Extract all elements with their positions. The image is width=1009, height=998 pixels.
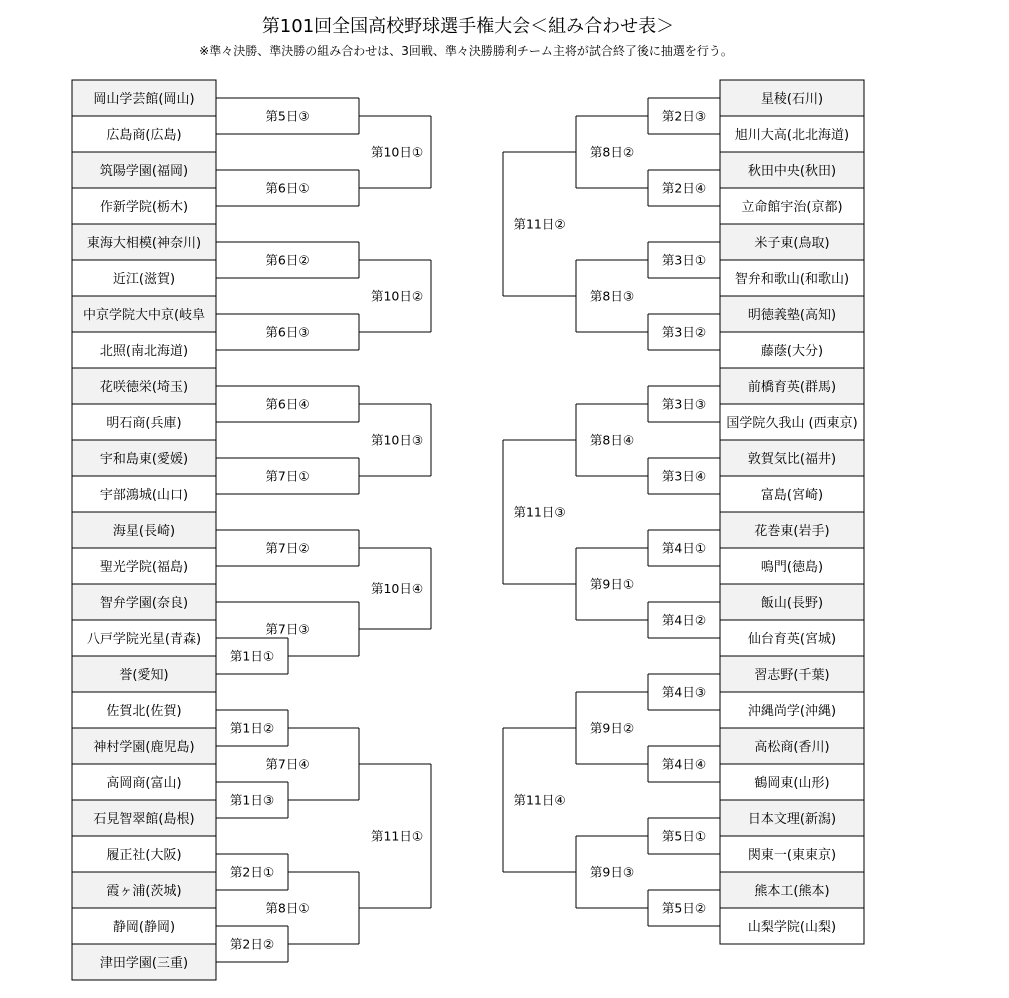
- right-team-8: 藤蔭(大分): [760, 344, 824, 359]
- left-team-20: 高岡商(富山): [106, 776, 182, 791]
- right-second-round-label-3: 第3日①: [661, 252, 707, 268]
- left-team-6: 近江(滋賀): [112, 272, 176, 287]
- right-second-round-label-4: 第3日②: [661, 324, 707, 340]
- right-team-22: 関東一(東東京): [747, 848, 837, 863]
- right-third-round-label-4: 第9日①: [589, 576, 635, 592]
- left-team-10: 明石商(兵庫): [106, 416, 182, 431]
- right-third-round-label-3: 第8日④: [589, 432, 635, 448]
- right-team-17: 習志野(千葉): [754, 668, 830, 683]
- left-team-18: 佐賀北(佐賀): [106, 704, 182, 719]
- right-team-18: 沖縄尚学(沖縄): [747, 704, 837, 719]
- left-team-19: 神村学園(鹿児島): [93, 740, 195, 755]
- right-team-19: 高松商(香川): [754, 740, 830, 755]
- right-team-2: 旭川大高(北北海道): [734, 128, 850, 143]
- left-first-round-label-4: 第2日①: [229, 864, 275, 880]
- right-team-6: 智弁和歌山(和歌山): [734, 272, 850, 287]
- left-team-11: 宇和島東(愛媛): [99, 452, 189, 467]
- left-team-24: 静岡(静岡): [112, 920, 176, 935]
- left-third-round-label-2: 第10日②: [370, 288, 424, 304]
- left-team-12: 宇部鴻城(山口): [99, 488, 189, 503]
- right-team-5: 米子東(鳥取): [754, 236, 830, 251]
- left-team-13: 海星(長崎): [112, 524, 176, 539]
- left-second-round-label-10: 第8日①: [265, 900, 310, 916]
- left-team-4: 作新学院(栃木): [99, 200, 189, 215]
- right-team-13: 花巻東(岩手): [754, 524, 830, 539]
- left-team-25: 津田学園(三重): [99, 956, 189, 971]
- left-first-round-label-2: 第1日②: [229, 720, 275, 736]
- left-third-round-label-5: 第11日①: [370, 828, 424, 844]
- right-team-7: 明徳義塾(高知): [747, 308, 837, 323]
- right-third-round-label-5: 第9日②: [589, 720, 635, 736]
- left-second-round-label-7: 第7日②: [265, 540, 310, 556]
- right-team-23: 熊本工(熊本): [754, 884, 830, 899]
- left-team-16: 八戸学院光星(青森): [86, 632, 202, 647]
- left-second-round-label-1: 第5日③: [265, 108, 310, 124]
- right-fourth-round-label-1: 第11日②: [513, 216, 566, 232]
- left-second-round-label-4: 第6日③: [265, 324, 310, 340]
- bracket-note: ※準々決勝、準決勝の組み合わせは、3回戦、準々決勝勝利チーム主将が試合終了後に抽選を行う。: [199, 44, 733, 58]
- left-first-round-label-3: 第1日③: [229, 792, 275, 808]
- left-team-17: 誉(愛知): [119, 668, 169, 683]
- left-team-7: 中京学院大中京(岐阜: [82, 308, 206, 323]
- right-team-1: 星稜(石川): [760, 92, 824, 107]
- bracket-lines: [216, 98, 720, 962]
- right-fourth-round-label-2: 第11日③: [513, 504, 566, 520]
- right-team-4: 立命館宇治(京都): [741, 200, 843, 215]
- bracket-title: 第101回全国高校野球選手権大会＜組み合わせ表＞: [261, 16, 675, 37]
- right-team-14: 鳴門(徳島): [760, 560, 824, 575]
- right-third-round-label-2: 第8日③: [589, 288, 635, 304]
- left-second-round-label-3: 第6日②: [265, 252, 310, 268]
- left-second-round-label-2: 第6日①: [265, 180, 310, 196]
- right-second-round-label-7: 第4日①: [661, 540, 707, 556]
- left-third-round-label-3: 第10日③: [370, 432, 424, 448]
- left-second-round-label-9: 第7日④: [265, 756, 310, 772]
- right-second-round-label-2: 第2日④: [661, 180, 707, 196]
- right-team-21: 日本文理(新潟): [747, 812, 837, 827]
- right-team-11: 敦賀気比(福井): [747, 452, 837, 467]
- right-third-round-label-6: 第9日③: [589, 864, 635, 880]
- right-third-round-label-1: 第8日②: [589, 144, 635, 160]
- right-team-3: 秋田中央(秋田): [747, 164, 837, 179]
- left-team-23: 霞ヶ浦(茨城): [106, 884, 182, 899]
- team-boxes: [72, 80, 864, 980]
- right-second-round-label-6: 第3日④: [661, 468, 707, 484]
- left-team-22: 履正社(大阪): [106, 848, 182, 863]
- right-team-10: 国学院久我山 (西東京): [726, 416, 858, 431]
- left-team-21: 石見智翠館(島根): [93, 812, 195, 827]
- left-second-round-label-5: 第6日④: [265, 396, 310, 412]
- right-team-15: 飯山(長野): [760, 596, 824, 611]
- right-second-round-label-1: 第2日③: [661, 108, 707, 124]
- right-team-12: 富島(宮崎): [760, 488, 824, 503]
- left-team-3: 筑陽学園(福岡): [99, 164, 189, 179]
- right-second-round-label-5: 第3日③: [661, 396, 707, 412]
- left-second-round-label-6: 第7日①: [265, 468, 310, 484]
- left-team-1: 岡山学芸館(岡山): [93, 92, 195, 107]
- right-team-20: 鶴岡東(山形): [754, 776, 830, 791]
- right-second-round-label-9: 第4日③: [661, 684, 707, 700]
- right-second-round-label-12: 第5日②: [661, 900, 707, 916]
- right-second-round-label-8: 第4日②: [661, 612, 707, 628]
- left-team-2: 広島商(広島): [106, 128, 182, 143]
- left-team-8: 北照(南北海道): [99, 344, 189, 359]
- left-team-5: 東海大相模(神奈川): [86, 236, 202, 251]
- right-team-16: 仙台育英(宮城): [747, 632, 837, 647]
- right-second-round-label-11: 第5日①: [661, 828, 707, 844]
- left-first-round-label-5: 第2日②: [229, 936, 275, 952]
- left-team-14: 聖光学院(福島): [99, 560, 189, 575]
- left-third-round-label-4: 第10日④: [370, 581, 424, 596]
- right-team-9: 前橋育英(群馬): [747, 380, 837, 395]
- left-team-9: 花咲徳栄(埼玉): [99, 380, 189, 395]
- right-second-round-label-10: 第4日④: [661, 756, 707, 772]
- left-second-round-label-8: 第7日③: [265, 621, 310, 637]
- left-first-round-label-1: 第1日①: [229, 648, 275, 664]
- left-team-15: 智弁学園(奈良): [99, 596, 189, 611]
- right-fourth-round-label-3: 第11日④: [513, 792, 566, 808]
- right-team-24: 山梨学院(山梨): [747, 920, 837, 935]
- left-third-round-label-1: 第10日①: [370, 144, 424, 160]
